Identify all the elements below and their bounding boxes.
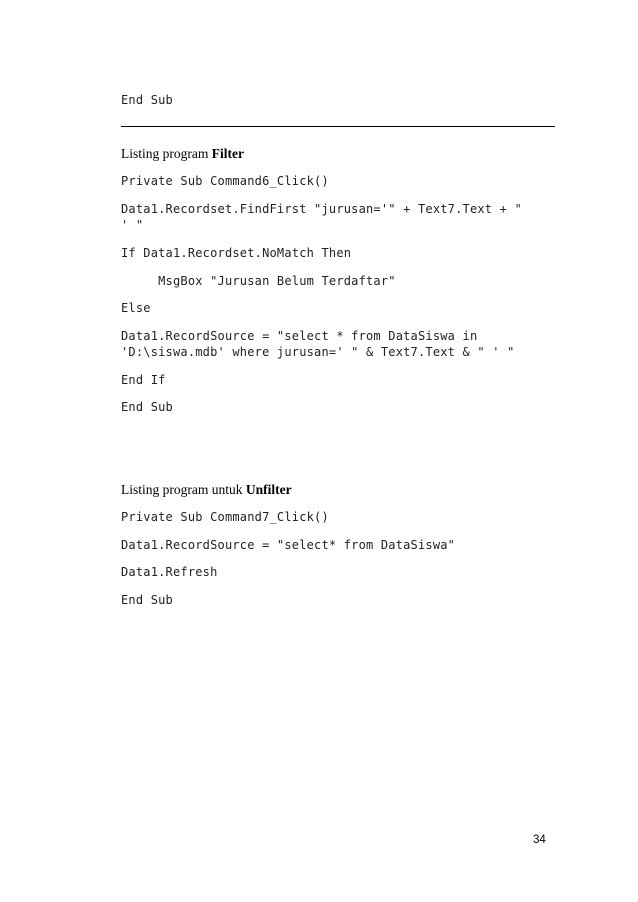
code-line: If Data1.Recordset.NoMatch Then bbox=[121, 246, 352, 260]
code-line: Data1.RecordSource = "select * from DataSiswa in bbox=[121, 329, 478, 343]
unfilter-heading-bold: Unfilter bbox=[245, 482, 292, 497]
filter-heading-bold: Filter bbox=[211, 146, 244, 161]
code-line: Data1.Refresh bbox=[121, 565, 218, 579]
code-line: Data1.RecordSource = "select* from DataSiswa" bbox=[121, 538, 456, 552]
unfilter-heading-prefix: Listing program untuk bbox=[121, 482, 246, 497]
code-line: MsgBox "Jurusan Belum Terdaftar" bbox=[121, 274, 396, 288]
page-number: 34 bbox=[533, 834, 546, 846]
filter-heading bbox=[121, 146, 244, 162]
section-divider bbox=[121, 126, 555, 127]
code-line: 'D:\siswa.mdb' where jurusan=' " & Text7.Text & " ' " bbox=[121, 345, 515, 359]
code-line: Else bbox=[121, 301, 151, 315]
code-line: End If bbox=[121, 373, 166, 387]
code-line: Private Sub Command6_Click() bbox=[121, 174, 329, 188]
code-line: Private Sub Command7_Click() bbox=[121, 510, 329, 524]
code-line-end-sub-top: End Sub bbox=[121, 93, 173, 107]
code-line: Data1.Recordset.FindFirst "jurusan='" + Text7.Text + " bbox=[121, 202, 522, 216]
code-line: End Sub bbox=[121, 593, 173, 607]
code-line: End Sub bbox=[121, 400, 173, 414]
unfilter-heading bbox=[121, 482, 292, 498]
filter-heading-prefix: Listing program bbox=[121, 146, 212, 161]
code-line: ' " bbox=[121, 218, 144, 232]
